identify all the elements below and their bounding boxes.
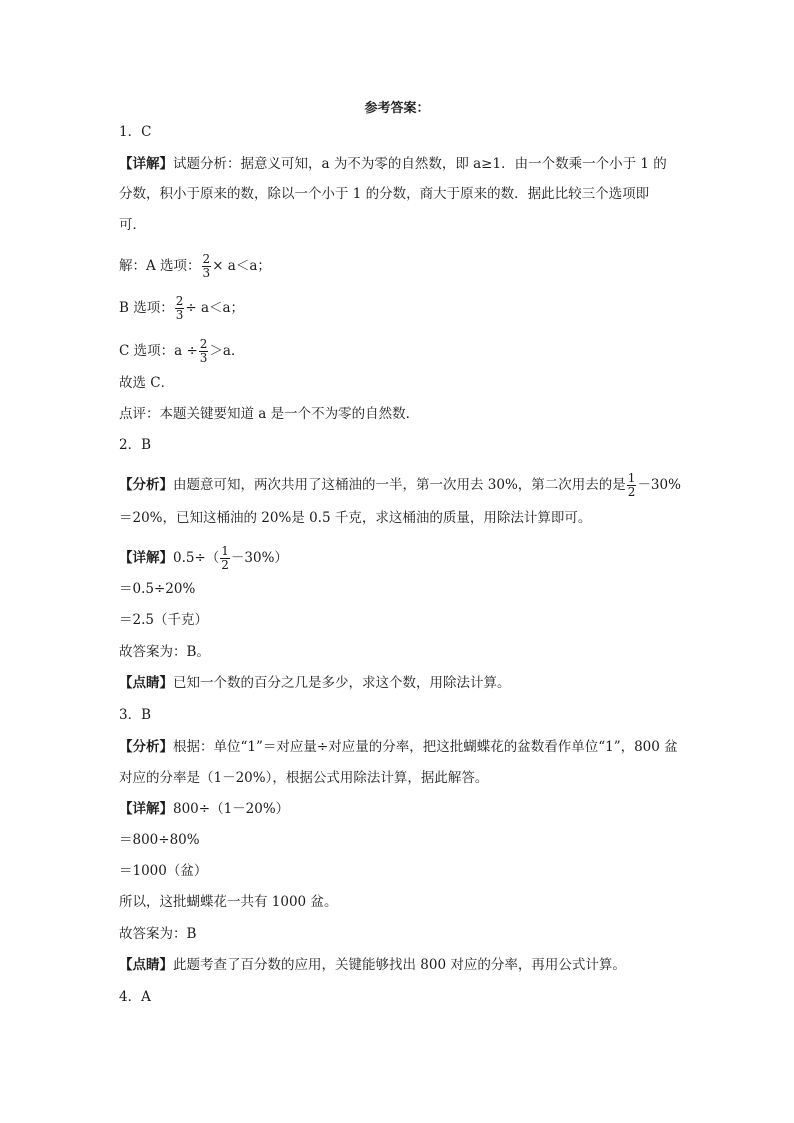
fraction-two-thirds xyxy=(202,253,212,280)
q3-point xyxy=(119,955,626,975)
q3-point-tag: 【点睛】 xyxy=(119,957,173,973)
fraction-denominator: 3 xyxy=(202,266,211,280)
q1-comment: 点评：本题关键要知道 a 是一个不为零的自然数． xyxy=(119,406,420,422)
q3-analysis-text-1: 根据：单位“1”＝对应量÷对应量的分率，把这批蝴蝶花的盆数看作单位“1”，800 盆 xyxy=(173,739,678,755)
q1-option-b xyxy=(119,294,245,322)
q2-final: 故答案为：B。 xyxy=(119,644,210,660)
fraction-numerator: 1 xyxy=(627,471,636,485)
fraction-one-half xyxy=(220,545,230,572)
q1-detail-line-1 xyxy=(119,154,667,174)
q3-answer: 3．B xyxy=(119,707,152,723)
q2-step-2: ＝2.5（千克） xyxy=(119,612,208,628)
q1-option-c-expr: ＞a． xyxy=(209,343,245,359)
q1-option-a-label: 解：A 选项： xyxy=(119,258,201,274)
fraction-two-thirds xyxy=(175,295,185,322)
q3-analysis-tag: 【分析】 xyxy=(119,739,173,755)
q1-option-a-expr: × a＜a； xyxy=(212,258,271,274)
q1-choose: 故选 C． xyxy=(119,375,175,391)
fraction-denominator: 2 xyxy=(627,485,636,499)
q2-point-text: 已知一个数的百分之几是多少，求这个数，用除法计算。 xyxy=(173,675,511,691)
q3-step-1: ＝800÷80% xyxy=(119,832,200,848)
q1-detail-tag: 【详解】 xyxy=(119,156,173,172)
fraction-denominator: 2 xyxy=(221,558,229,572)
q3-final: 故答案为：B xyxy=(119,926,197,942)
q2-detail-post: －30%） xyxy=(230,550,288,566)
q2-answer: 2．B xyxy=(119,437,152,453)
q2-analysis-text-1: 由题意可知，两次共用了这桶油的一半，第一次用去 30%，第二次用去的是 xyxy=(173,477,626,493)
q2-analysis-line-2: ＝20%，已知这桶油的 20%是 0.5 千克，求这桶油的质量，用除法计算即可。 xyxy=(119,510,592,526)
fraction-numerator: 1 xyxy=(221,544,229,558)
q3-detail-text: 800÷（1－20%） xyxy=(173,801,290,817)
q1-detail-line-3: 可． xyxy=(119,217,146,233)
fraction-numerator: 2 xyxy=(202,252,211,266)
q3-step-2: ＝1000（盆） xyxy=(119,863,208,879)
q2-point-tag: 【点睛】 xyxy=(119,675,173,691)
q2-analysis-line-1 xyxy=(119,471,681,499)
q2-detail-tag: 【详解】 xyxy=(119,550,173,566)
q2-detail-pre: 0.5÷（ xyxy=(173,550,220,566)
q4-answer: 4．A xyxy=(119,989,151,1005)
q3-conclusion: 所以，这批蝴蝶花一共有 1000 盆。 xyxy=(119,894,338,910)
q3-detail xyxy=(119,799,289,819)
fraction-two-thirds xyxy=(199,338,209,365)
q1-option-c xyxy=(119,337,245,365)
q3-analysis-line-2: 对应的分率是（1－20%），根据公式用除法计算，据此解答。 xyxy=(119,770,489,786)
q2-step-1: ＝0.5÷20% xyxy=(119,581,196,597)
q1-option-a xyxy=(119,252,271,280)
q2-detail xyxy=(119,544,288,572)
fraction-denominator: 3 xyxy=(175,308,184,322)
q1-detail-line-2: 分数，积小于原来的数，除以一个小于 1 的分数，商大于原来的数．据此比较三个选项即 xyxy=(119,186,650,202)
fraction-numerator: 2 xyxy=(175,294,184,308)
q1-option-c-label: C 选项：a ÷ xyxy=(119,343,198,359)
q3-analysis-line-1 xyxy=(119,737,678,757)
q3-point-text: 此题考查了百分数的应用，关键能够找出 800 对应的分率，再用公式计算。 xyxy=(173,957,626,973)
fraction-numerator: 2 xyxy=(199,337,208,351)
q1-option-b-expr: ÷ a＜a； xyxy=(185,300,245,316)
q1-option-b-label: B 选项： xyxy=(119,300,174,316)
fraction-denominator: 3 xyxy=(199,351,208,365)
q1-answer: 1．C xyxy=(119,124,152,140)
q3-detail-tag: 【详解】 xyxy=(119,801,173,817)
fraction-one-half xyxy=(627,472,637,499)
q2-analysis-tag: 【分析】 xyxy=(119,477,173,493)
q2-analysis-text-1b: －30% xyxy=(637,477,681,493)
q1-detail-text-1: 试题分析：据意义可知，a 为不为零的自然数，即 a≥1．由一个数乘一个小于 1 的 xyxy=(173,156,667,172)
q2-point xyxy=(119,673,511,693)
page-title: 参考答案： xyxy=(364,101,430,116)
